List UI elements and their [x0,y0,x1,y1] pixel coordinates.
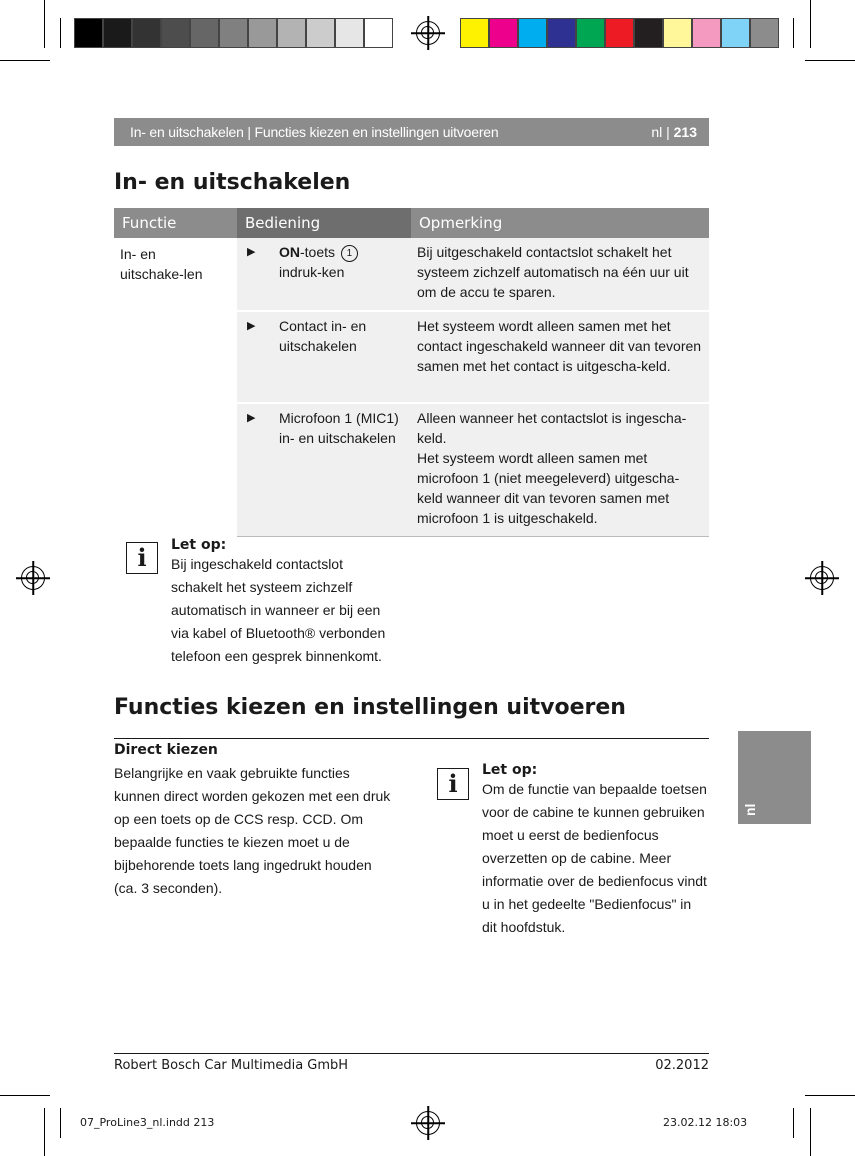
info-icon: i [126,542,158,574]
remark-cell: Bij uitgeschakeld contactslot schakelt het systeem zichzelf automatisch na één uur uit om de accu te sparen. [411,238,709,311]
color-swatch [750,18,779,48]
key-number-badge: 1 [341,245,358,262]
crop-mark [810,0,811,48]
table-header-row [114,208,709,238]
note-title: Let op: [482,762,538,778]
triangle-bullet-icon: ▶ [247,246,256,258]
column-header: Opmerking [411,208,709,238]
column-header: Bediening [237,208,411,238]
crop-mark [60,1108,61,1138]
registration-mark-icon [21,566,45,590]
section-title: Functies kiezen en instellingen uitvoeren [114,695,626,720]
body-paragraph: Belangrijke en vaak gebruikte functies kunnen direct worden gekozen met een druk op een toets op de CCS resp. CCD. Om bepaalde functies te kiezen moet u de bijbehorende toets lang ingedrukt houden (ca. 3 seconden). [114,765,391,896]
crop-mark [44,1108,45,1156]
footer-divider [114,1053,709,1054]
color-swatch [364,18,393,48]
crop-mark [810,1108,811,1156]
gray-color-bar [74,18,393,48]
crop-mark [793,18,794,48]
color-swatch [335,18,364,48]
note-text: Om de functie van bepaalde toetsen voor de cabine te kunnen gebruiken moet u eerst de bedienfocus overzetten op de cabine. Meer informatie over de bedienfocus vindt u in het gedeelte "Bedienfocus" in dit hoofdstuk. [482,781,707,935]
color-swatch [663,18,692,48]
color-swatch [634,18,663,48]
header-page: nl | 213 [651,124,697,140]
note-text: Bij ingeschakeld contactslot schakelt het systeem zichzelf automatisch in wanneer er bij een via kabel of Bluetooth® verbonden telefoon een gesprek binnenkomt. [171,556,386,664]
color-swatch [219,18,248,48]
action-cell: ▶ Contact in- en uitschakelen [237,311,411,403]
column-header: Functie [114,208,237,238]
crop-mark [793,1108,794,1138]
triangle-bullet-icon: ▶ [247,320,256,332]
color-swatch [460,18,489,48]
color-swatch [605,18,634,48]
slug-file: 07_ProLine3_nl.indd 213 [80,1116,215,1129]
color-swatch [721,18,750,48]
registration-mark-icon [416,1111,440,1135]
color-swatch [161,18,190,48]
color-swatch [576,18,605,48]
action-cell: ▶ Microfoon 1 (MIC1) in- en uitschakelen [237,403,411,537]
crop-mark [0,60,50,61]
function-cell: In- en uitschake-len [120,246,203,282]
color-swatch [489,18,518,48]
slug-timestamp: 23.02.12 18:03 [663,1116,748,1129]
action-cell: ▶ ON-toets 1 indruk-ken [237,238,411,311]
registration-mark-icon [416,21,440,45]
divider [114,738,709,739]
color-swatch [248,18,277,48]
subsection-title: Direct kiezen [114,742,218,758]
remark-cell: Alleen wanneer het contactslot is ingescha-keld. Het systeem wordt alleen samen met microfoon 1 (niet meegeleverd) uitgescha-keld wanneer dit van tevoren samen met microfoon 1 is uitgeschakeld. [411,403,709,537]
crop-mark [0,1095,50,1096]
color-swatch [190,18,219,48]
footer-company: Robert Bosch Car Multimedia GmbH [114,1058,349,1073]
crop-mark [60,18,61,48]
note-title: Let op: [171,537,227,553]
info-icon: i [437,768,469,800]
table-row [114,238,709,311]
function-table [114,208,709,537]
footer-date: 02.2012 [655,1058,709,1073]
crop-mark [44,0,45,48]
registration-mark-icon [810,566,834,590]
color-swatch [277,18,306,48]
header-section: In- en uitschakelen | Functies kiezen en instellingen uitvoeren [130,124,499,140]
language-side-tab: nl [738,731,811,824]
triangle-bullet-icon: ▶ [247,412,256,424]
color-swatch [547,18,576,48]
process-color-bar [460,18,779,48]
color-swatch [103,18,132,48]
color-swatch [132,18,161,48]
note-box [171,537,397,668]
section-title: In- en uitschakelen [114,170,351,195]
crop-mark [805,1095,855,1096]
remark-cell: Het systeem wordt alleen samen met het contact ingeschakeld wanneer dit van tevoren samen met het contact is uitgescha-keld. [411,311,709,403]
crop-mark [805,60,855,61]
color-swatch [306,18,335,48]
color-swatch [518,18,547,48]
running-header [114,118,709,146]
color-swatch [692,18,721,48]
note-box [482,762,708,939]
color-swatch [74,18,103,48]
